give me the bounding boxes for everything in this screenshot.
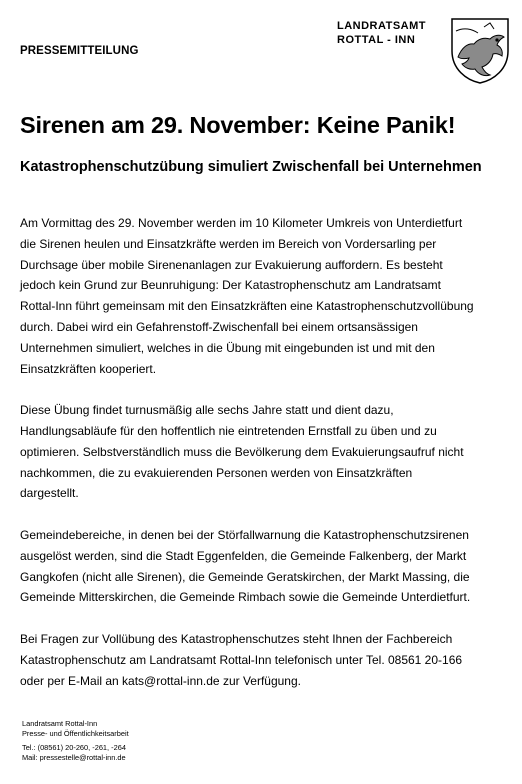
text-line: Handlungsabläufe für den hoffentlich nie eintretenden Ernstfall zu üben und zu (20, 423, 437, 438)
article-body (20, 213, 510, 712)
subheadline: Katastrophenschutzübung simuliert Zwischenfall bei Unternehmen (20, 159, 482, 175)
text-line: Durchsage über mobile Sirenenanlagen zur Evakuierung auffordern. Es besteht (20, 257, 443, 272)
county-coat-of-arms-icon (450, 17, 510, 85)
text-line: Bei Fragen zur Vollübung des Katastrophenschutzes steht Ihnen der Fachbereich (20, 631, 453, 646)
text-line: ausgelöst werden, sind die Stadt Eggenfelden, die Gemeinde Falkenberg, der Markt (20, 548, 467, 563)
headline: Sirenen am 29. November: Keine Panik! (20, 112, 456, 138)
paragraph-4 (20, 629, 510, 691)
paragraph-2 (20, 400, 510, 504)
footer-mail: Mail: pressestelle@rottal-inn.de (22, 752, 126, 762)
text-line: Rottal-Inn führt gemeinsam mit den Einsatzkräften eine Katastrophenschutzvollübung (20, 299, 474, 314)
text-line: optimieren. Selbstverständlich muss die Bevölkerung dem Evakuierungsaufruf nicht (20, 444, 464, 459)
text-line: Diese Übung findet turnusmäßig alle sechs Jahre statt und dient dazu, (20, 403, 394, 418)
text-line: Am Vormittag des 29. November werden im 10 Kilometer Umkreis von Unterdietfurt (20, 216, 463, 230)
paragraph-1 (20, 213, 510, 379)
text-line: Gangkofen (nicht alle Sirenen), die Gemeinde Geratskirchen, der Markt Massing, die (20, 569, 470, 584)
text-line: die Sirenen heulen und Einsatzkräfte werden im Bereich von Vordersarling per (20, 236, 437, 251)
press-release-label: PRESSEMITTEILUNG (20, 45, 139, 57)
paragraph-3 (20, 525, 510, 608)
authority-line-1: LANDRATSAMT (337, 20, 427, 32)
contact-footer (22, 719, 129, 762)
text-line: Einsatzkräften kooperiert. (20, 361, 157, 376)
text-line: Katastrophenschutz am Landratsamt Rottal-Inn telefonisch unter Tel. 08561 20-166 (20, 652, 463, 667)
footer-dept: Presse- und Öffentlichkeitsarbeit (22, 728, 129, 738)
authority-name (337, 19, 426, 47)
authority-line-2: ROTTAL - INN (337, 34, 416, 46)
text-line: durch. Dabei wird ein Gefahrenstoff-Zwischenfall bei einem ortsansässigen (20, 319, 418, 334)
text-line: dargestellt. (20, 486, 79, 501)
footer-phone: Tel.: (08561) 20-260, -261, -264 (22, 743, 126, 753)
text-line: jedoch kein Grund zur Beunruhigung: Der Katastrophenschutz am Landratsamt (20, 278, 441, 293)
footer-org: Landratsamt Rottal-Inn (22, 719, 98, 728)
text-line: Gemeinde Mitterskirchen, die Gemeinde Rimbach sowie die Gemeinde Unterdietfurt. (20, 590, 471, 605)
text-line: Gemeindebereiche, in denen bei der Störfallwarnung die Katastrophenschutzsirenen (20, 527, 469, 542)
text-line: Unternehmen simuliert, welches in die Übung mit eingebunden ist und mit den (20, 340, 435, 355)
text-line: oder per E-Mail an kats@rottal-inn.de zur Verfügung. (20, 673, 301, 688)
text-line: nachkommen, die zu evakuierenden Personen werden von Einsatzkräften (20, 465, 413, 480)
